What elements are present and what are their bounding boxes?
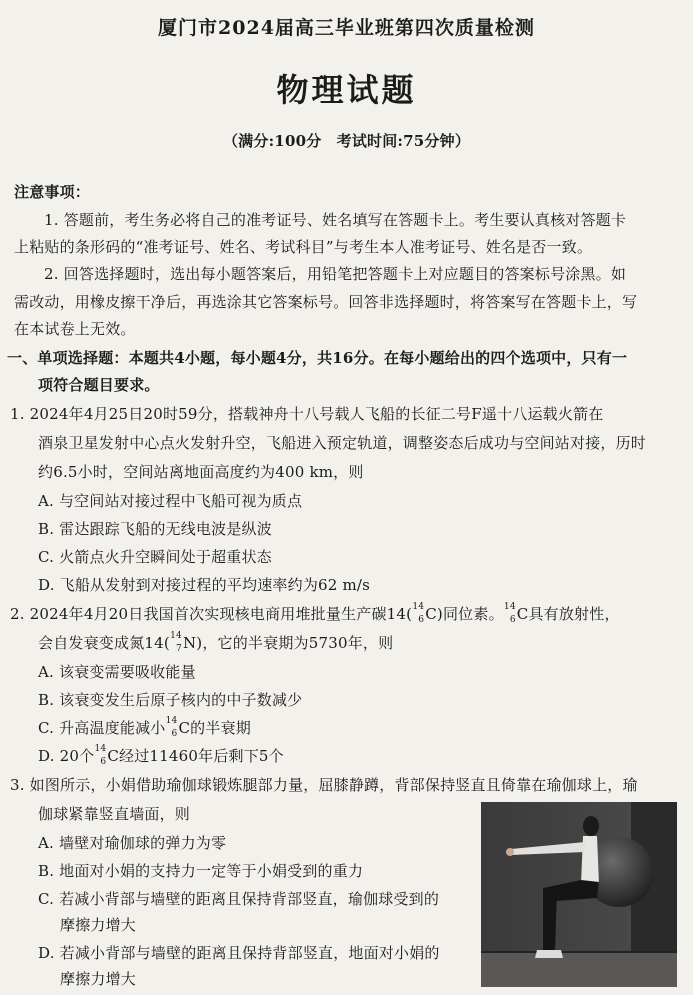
feet — [535, 950, 563, 958]
notes-line: 在本试卷上无效。 — [14, 320, 136, 338]
atomic-number: 7 — [176, 644, 182, 654]
question-3-option-b: B. 地面对小娟的支持力一定等于小娟受到的重力 — [38, 862, 364, 880]
question-1-stem: 酒泉卫星发射中心点火发射升空，飞船进入预定轨道，调整姿态后成功与空间站对接，历时 — [38, 434, 647, 452]
stem-text: 2. 2024年4月20日我国首次实现核电商用堆批量生产碳14( — [10, 605, 413, 623]
notes-line: 2. 回答选择题时，选出每小题答案后，用铅笔把答题卡上对应题目的答案标号涂黑。如 — [44, 265, 627, 283]
stem-text: 会自发衰变成氮14( — [38, 634, 170, 652]
carbon-nuclide — [504, 604, 517, 624]
question-3-option-a: A. 墙壁对瑜伽球的弹力为零 — [38, 834, 227, 852]
yoga-ball-photo — [481, 802, 677, 987]
option-text: D. 20个 — [38, 747, 95, 765]
question-2-stem — [10, 604, 620, 624]
page-title: 物理试题 — [276, 71, 417, 109]
question-3-stem: 3. 如图所示，小娟借助瑜伽球锻炼腿部力量，屈膝静蹲，背部保持竖直且倚靠在瑜伽球上，瑜 — [10, 776, 638, 794]
carbon-nuclide — [412, 604, 425, 624]
question-3-option-d: D. 若减小背部与墙壁的距离且保持背部竖直，地面对小娟的 — [38, 944, 440, 962]
exam-header: 厦门市2024届高三毕业班第四次质量检测 — [158, 17, 535, 39]
question-1-option-b: B. 雷达跟踪飞船的无线电波是纵波 — [38, 520, 272, 538]
stem-text: C)同位素。 — [425, 605, 504, 623]
notes-heading: 注意事项： — [14, 183, 91, 201]
question-3-option-c: C. 若减小背部与墙壁的距离且保持背部竖直，瑜伽球受到的 — [38, 890, 440, 908]
question-1-stem: 约6.5小时，空间站离地面高度约为400 km，则 — [38, 463, 364, 481]
question-1-stem: 1. 2024年4月25日20时59分，搭载神舟十八号载人飞船的长征二号F遥十八运载火箭在 — [10, 405, 604, 423]
question-2-option-b: B. 该衰变发生后原子核内的中子数减少 — [38, 691, 303, 709]
stem-text: N)，它的半衰期为5730年，则 — [182, 634, 394, 652]
option-text: C经过11460年后剩下5个 — [107, 747, 284, 765]
section-heading: 项符合题目要求。 — [38, 376, 160, 394]
atomic-number: 6 — [418, 615, 425, 625]
question-3-option-c-cont: 摩擦力增大 — [60, 916, 137, 934]
mass-number: 14 — [170, 631, 182, 641]
shins — [543, 888, 557, 952]
question-3-option-d-cont: 摩擦力增大 — [60, 970, 137, 988]
atomic-number: 6 — [100, 757, 107, 767]
notes-line: 1. 答题前，考生务必将自己的准考证号、姓名填写在答题卡上。考生要认真核对答题卡 — [44, 211, 627, 229]
question-1-option-d: D. 飞船从发射到对接过程的平均速率约为62 m/s — [38, 576, 371, 594]
question-1-option-a: A. 与空间站对接过程中飞船可视为质点 — [38, 492, 303, 510]
question-1-option-c: C. 火箭点火升空瞬间处于超重状态 — [38, 548, 272, 566]
head — [583, 816, 599, 836]
carbon-nuclide — [94, 746, 107, 766]
question-2-option-d — [38, 746, 284, 766]
notes-line: 需改动，用橡皮擦干净后，再选涂其它答案标号。回答非选择题时，将答案写在答题卡上，写 — [14, 293, 638, 311]
carbon-nuclide — [165, 718, 178, 738]
nitrogen-nuclide — [170, 633, 183, 653]
stem-text: C具有放射性， — [516, 605, 620, 623]
mass-number: 14 — [503, 602, 516, 612]
section-heading: 一、单项选择题：本题共4小题，每小题4分，共16分。在每小题给出的四个选项中，只有一 — [7, 349, 628, 367]
yoga-ball-illustration — [481, 802, 677, 987]
mass-number: 14 — [94, 744, 107, 754]
exam-info: （满分:100分 考试时间:75分钟） — [222, 132, 471, 150]
mass-number: 14 — [412, 602, 425, 612]
atomic-number: 6 — [509, 615, 516, 625]
option-text: C. 升高温度能减小 — [38, 719, 166, 737]
question-2-stem — [38, 633, 393, 653]
question-2-option-a: A. 该衰变需要吸收能量 — [38, 663, 196, 681]
question-2-option-c — [38, 718, 251, 738]
question-3-stem: 伽球紧靠竖直墙面，则 — [38, 805, 191, 823]
atomic-number: 6 — [171, 729, 178, 739]
option-text: C的半衰期 — [178, 719, 251, 737]
mass-number: 14 — [165, 716, 178, 726]
notes-line: 上粘贴的条形码的“准考证号、姓名、考试科目”与考生本人准考证号、姓名是否一致。 — [14, 238, 593, 256]
